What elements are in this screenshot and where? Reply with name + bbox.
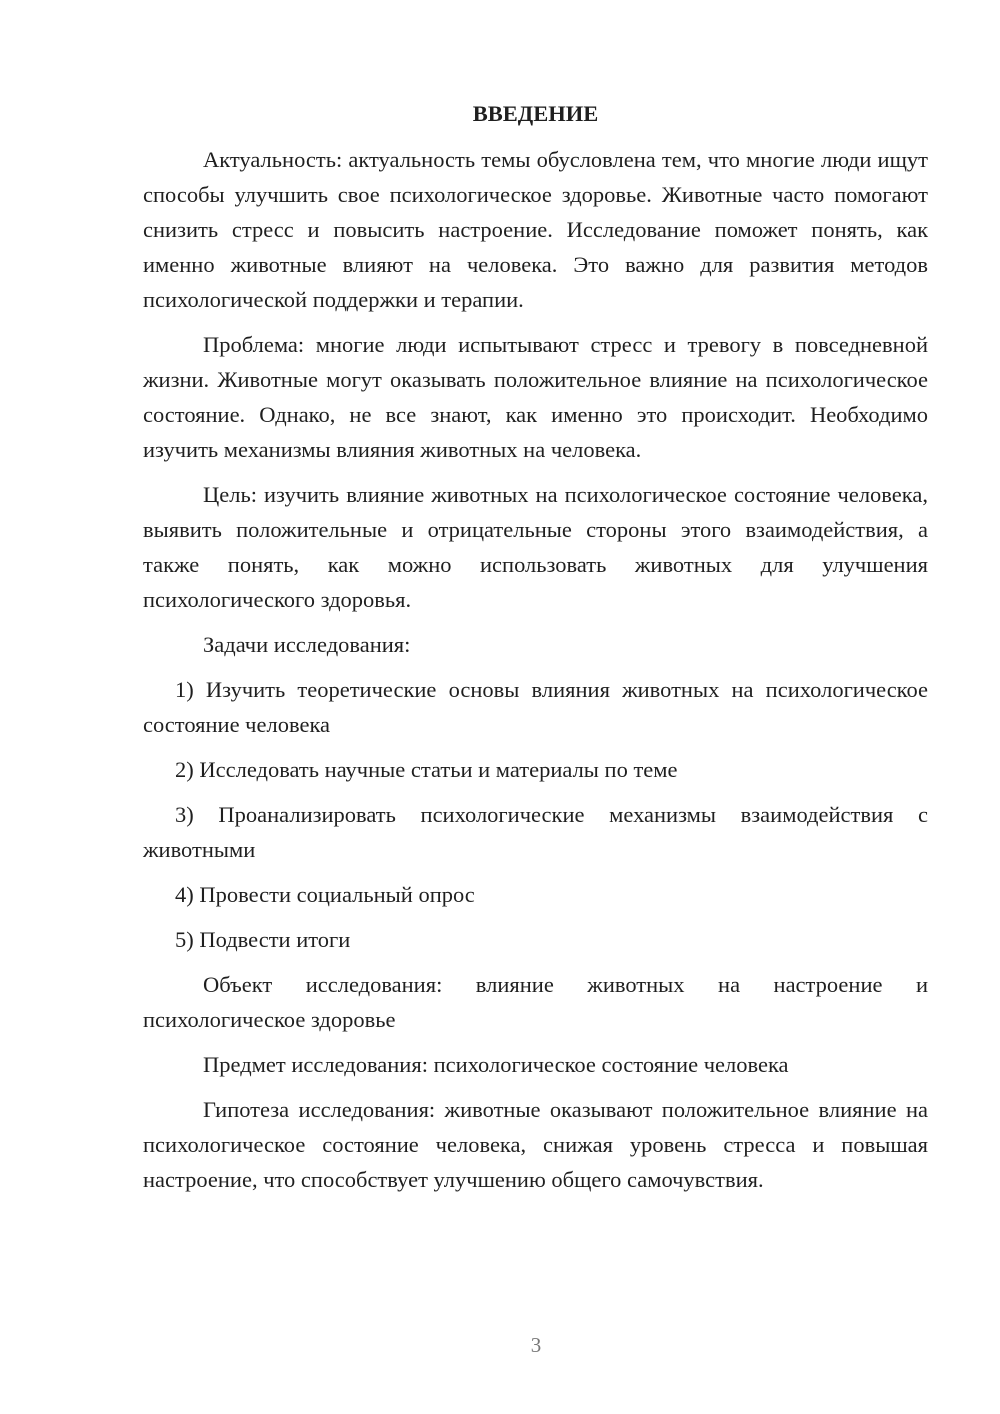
- list-item: 1) Изучить теоретические основы влияния животных на психологическое состояние человека: [143, 677, 928, 737]
- hypothesis-paragraph: Гипотеза исследования: животные оказывают положительное влияние на психологическое состояние человека, снижая уровень стресса и повышая настроение, что способствует улучшению общего самочувствия.: [143, 1097, 928, 1192]
- object-paragraph: Объект исследования: влияние животных на настроение и психологическое здоровье: [143, 972, 928, 1032]
- section-title: ВВЕДЕНИЕ: [472, 101, 599, 126]
- goal-paragraph: Цель: изучить влияние животных на психологическое состояние человека, выявить положительные и отрицательные стороны этого взаимодействия, а также понять, как можно использовать животных для улучшения психологического здоровья.: [143, 482, 928, 612]
- problem-paragraph: Проблема: многие люди испытывают стресс и тревогу в повседневной жизни. Животные могут оказывать положительное влияние на психологическое состояние. Однако, не все знают, как именно это происходит. Необходимо изучить механизмы влияния животных на человека.: [143, 332, 928, 462]
- relevance-paragraph: Актуальность: актуальность темы обусловлена тем, что многие люди ищут способы улучшить свое психологическое здоровье. Животные часто помогают снизить стресс и повысить настроение. Исследование поможет понять, как именно животные влияют на человека. Это важно для развития методов психологической поддержки и терапии.: [143, 147, 928, 312]
- tasks-heading: Задачи исследования:: [203, 632, 411, 657]
- page-number: 3: [530, 1333, 542, 1357]
- tasks-list: [143, 672, 928, 957]
- page-content: [143, 96, 928, 1207]
- list-item: 4) Провести социальный опрос: [175, 882, 475, 907]
- list-item: 5) Подвести итоги: [175, 927, 351, 952]
- list-item: 2) Исследовать научные статьи и материалы по теме: [175, 757, 678, 782]
- list-item: 3) Проанализировать психологические механизмы взаимодействия с животными: [143, 802, 928, 862]
- subject-paragraph: Предмет исследования: психологическое состояние человека: [203, 1052, 789, 1077]
